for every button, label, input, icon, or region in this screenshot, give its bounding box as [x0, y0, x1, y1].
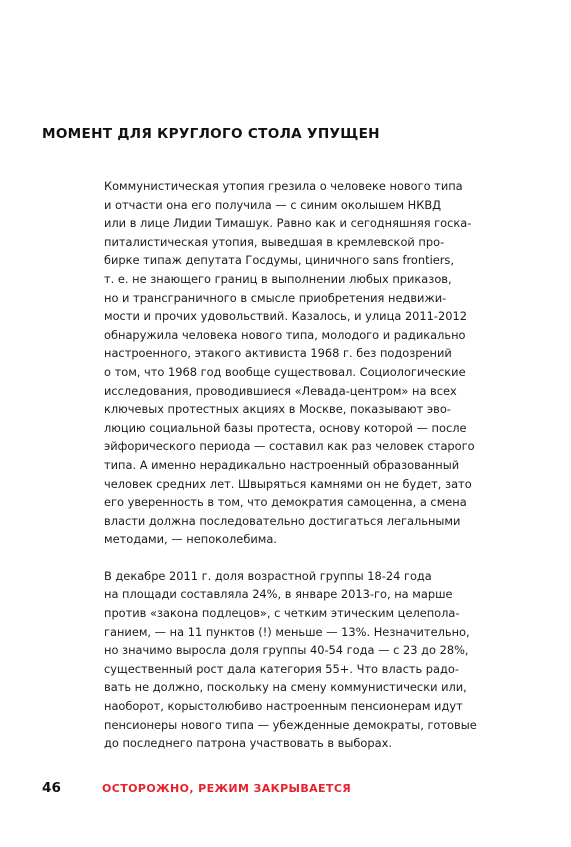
page-number: 46 — [42, 780, 61, 796]
paragraph-gap — [104, 549, 534, 567]
text-line: ключевых протестных акциях в Москве, показывают эво- — [104, 402, 451, 417]
text-line: мости и прочих удовольствий. Казалось, и улица 2011-2012 — [104, 309, 468, 324]
text-line: исследования, проводившиеся «Левада-центром» на всех — [104, 383, 457, 398]
text-line: настроенного, этакого активиста 1968 г. без подозрений — [104, 346, 452, 361]
paragraph-2 — [104, 567, 534, 753]
text-line: типа. А именно нерадикально настроенный образованный — [104, 457, 460, 472]
text-line: вать не должно, поскольку на смену коммунистически или, — [104, 680, 467, 695]
text-line: но значимо выросла доля группы 40-54 года — с 23 до 28%, — [104, 643, 469, 658]
text-line: и отчасти она его получила — с синим околышем НКВД — [104, 197, 442, 212]
text-line: В декабре 2011 г. доля возрастной группы 18-24 года — [104, 568, 432, 583]
text-line: но и трансграничного в смысле приобретения недвижи- — [104, 290, 447, 305]
text-line: питалистическая утопия, выведшая в кремлевской про- — [104, 234, 445, 249]
text-line: ганием, — на 11 пунктов (!) меньше — 13%. Незначительно, — [104, 624, 470, 639]
text-line: существенный рост дала категория 55+. Что власть радо- — [104, 661, 459, 676]
text-line: на площади составляла 24%, в январе 2013-го, на марше — [104, 587, 453, 602]
chapter-heading: МОМЕНТ ДЛЯ КРУГЛОГО СТОЛА УПУЩЕН — [42, 126, 380, 142]
body-text — [104, 177, 534, 753]
text-line: люцию социальной базы протеста, основу которой — после — [104, 420, 467, 435]
text-line: его уверенность в том, что демократия самоценна, а смена — [104, 495, 467, 510]
text-line: методами, — непоколебима. — [104, 532, 277, 547]
text-line: пенсионеры нового типа — убежденные демократы, готовые — [104, 717, 477, 732]
text-line: наоборот, корыстолюбиво настроенным пенсионерам идут — [104, 699, 463, 714]
paragraph-1 — [104, 177, 534, 549]
text-line: против «закона подлецов», с четким этическим целепола- — [104, 606, 460, 621]
text-line: обнаружила человека нового типа, молодого и радикально — [104, 327, 466, 342]
text-line: о том, что 1968 год вообще существовал. Социологические — [104, 364, 466, 379]
text-line: бирке типаж депутата Госдумы, циничного sans frontiers, — [104, 253, 454, 268]
text-line: Коммунистическая утопия грезила о человеке нового типа — [104, 179, 463, 193]
text-line: власти должна последовательно достигаться легальными — [104, 513, 461, 528]
text-line: до последнего патрона участвовать в выборах. — [104, 736, 392, 751]
running-title: ОСТОРОЖНО, РЕЖИМ ЗАКРЫВАЕТСЯ — [102, 782, 352, 795]
text-line: т. е. не знающего границ в выполнении любых приказов, — [104, 271, 452, 286]
text-line: человек средних лет. Швыряться камнями он не будет, зато — [104, 476, 472, 491]
text-line: или в лице Лидии Тимашук. Равно как и сегодняшняя госка- — [104, 216, 472, 231]
text-line: эйфорического периода — составил как раз человек старого — [104, 439, 475, 454]
